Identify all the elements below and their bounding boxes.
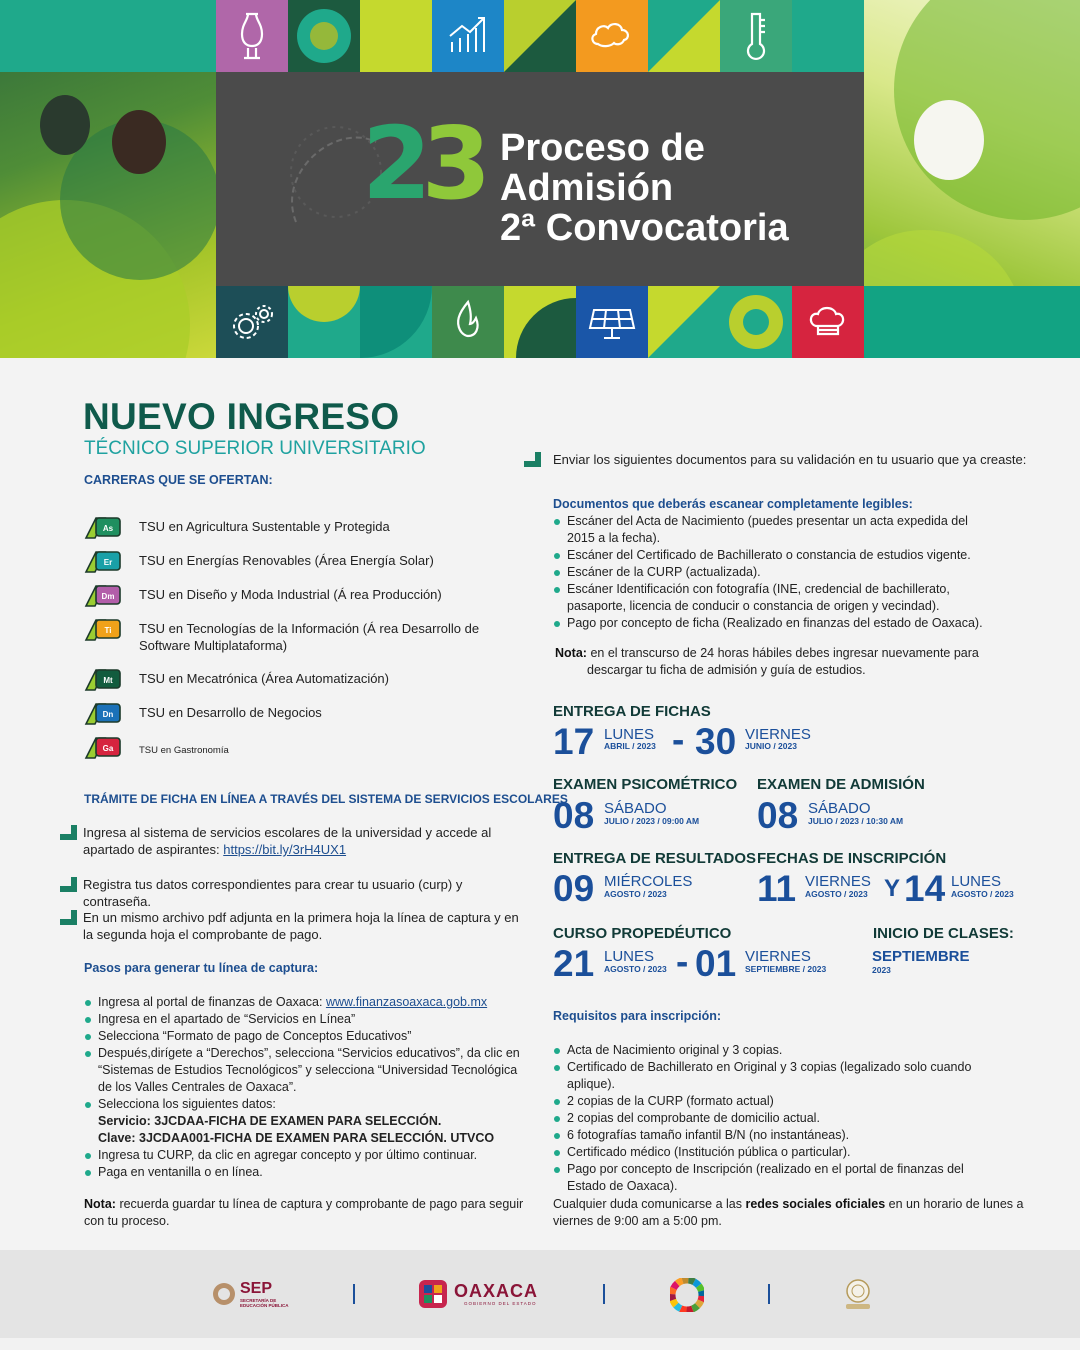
nuevo-ingreso-heading: NUEVO INGRESO bbox=[83, 396, 400, 437]
pasos-list bbox=[84, 994, 524, 1181]
chef-hat-icon bbox=[792, 286, 864, 358]
inscripcion-start-day: 11 bbox=[757, 868, 797, 909]
inscripcion-end-day: 14 bbox=[904, 868, 946, 909]
cloud-icon bbox=[576, 0, 648, 72]
gears-icon bbox=[216, 286, 288, 358]
career-name: TSU en Tecnologías de la Información (Á rea Desarrollo de Software Multiplataforma) bbox=[139, 621, 480, 653]
step-2-text: Registra tus datos correspondientes para crear tu usuario (curp) y contraseña. bbox=[83, 877, 463, 909]
list-item: 6 fotografías tamaño infantil B/N (no instantáneas). bbox=[553, 1127, 1003, 1144]
year-23: 23 bbox=[362, 105, 482, 222]
psico-label: EXAMEN PSICOMÉTRICO bbox=[553, 776, 738, 793]
inscripcion-label: FECHAS DE INSCRIPCIÓN bbox=[757, 850, 947, 867]
sep-logo: SEP SECRETARÍA DE EDUCACIÓN PÚBLICA bbox=[212, 1280, 322, 1310]
fichas-start-weekday: LUNES bbox=[604, 726, 655, 743]
admision-day: 08 bbox=[757, 795, 799, 836]
inicio-month: SEPTIEMBRE bbox=[872, 948, 970, 965]
curso-label: CURSO PROPEDÉUTICO bbox=[553, 925, 732, 942]
tsu-subheading: TÉCNICO SUPERIOR UNIVERSITARIO bbox=[84, 438, 426, 459]
contact-note: Cualquier duda comunicarse a las redes sociales oficiales en un horario de lunes a viernes de 9:00 am a 5:00 pm. bbox=[553, 1197, 1024, 1228]
utvco-seal bbox=[840, 1277, 876, 1313]
footer-divider bbox=[603, 1284, 605, 1304]
career-code: Ga bbox=[102, 744, 114, 753]
title-box bbox=[216, 72, 864, 286]
inscripcion-end-weekday: LUNES bbox=[951, 873, 1002, 890]
list-item: Pago por concepto de Inscripción (realizado en el portal de finanzas del Estado de Oaxaca). bbox=[553, 1161, 1003, 1195]
career-name: TSU en Energías Renovables (Área Energía Solar) bbox=[139, 553, 434, 568]
admision-weekday: SÁBADO bbox=[808, 800, 871, 817]
list-item: Paga en ventanilla o en línea. bbox=[84, 1164, 524, 1181]
page-title: Proceso de Admisión 2ª Convocatoria bbox=[500, 127, 789, 249]
university-seal-icon bbox=[840, 1277, 876, 1313]
career-badge-icon bbox=[83, 700, 123, 726]
career-code: As bbox=[102, 524, 114, 533]
list-item: Ingresa tu CURP, da clic en agregar concepto y por último continuar. bbox=[84, 1147, 524, 1164]
step-bullet-icon bbox=[524, 452, 541, 467]
inicio-label: INICIO DE CLASES: bbox=[873, 925, 1014, 942]
list-item: Certificado médico (Institución pública o particular). bbox=[553, 1144, 1003, 1161]
career-code: Dm bbox=[101, 592, 115, 601]
curso-start-weekday: LUNES bbox=[604, 948, 655, 965]
fichas-end-month: JUNIO / 2023 bbox=[745, 741, 797, 751]
resultados-month: AGOSTO / 2023 bbox=[604, 889, 667, 899]
resultados-day: 09 bbox=[553, 868, 595, 909]
psico-weekday: SÁBADO bbox=[604, 800, 667, 817]
admision-label: EXAMEN DE ADMISIÓN bbox=[757, 776, 925, 793]
career-name: TSU en Mecatrónica (Área Automatización) bbox=[139, 671, 389, 686]
list-item: Pago por concepto de ficha (Realizado en finanzas del estado de Oaxaca). bbox=[553, 615, 993, 632]
pasos-label: Pasos para generar tu línea de captura: bbox=[84, 961, 319, 975]
career-badge-icon bbox=[83, 582, 123, 608]
career-code: Ti bbox=[104, 626, 112, 635]
career-name: TSU en Diseño y Moda Industrial (Á rea Producción) bbox=[139, 587, 442, 602]
inscripcion-start-month: AGOSTO / 2023 bbox=[805, 889, 868, 899]
footer-logos bbox=[0, 1250, 1080, 1338]
career-badge-icon bbox=[83, 616, 123, 642]
servicio-code: Servicio: 3JCDAA-FICHA DE EXAMEN PARA SELECCIÓN. bbox=[98, 1114, 442, 1128]
thermometer-icon bbox=[720, 0, 792, 72]
list-item: Selecciona los siguientes datos: Servicio: 3JCDAA-FICHA DE EXAMEN PARA SELECCIÓN. Clave: 3JCDAA001-FICHA DE EXAMEN PARA SELECCIÓN. UTVCO bbox=[84, 1096, 524, 1147]
req-list bbox=[553, 1042, 1003, 1195]
career-code: Er bbox=[103, 558, 113, 567]
career-code: Mt bbox=[103, 676, 113, 685]
list-item: Ingresa en el apartado de “Servicios en Línea” bbox=[84, 1011, 524, 1028]
careers-label: CARRERAS QUE SE OFERTAN: bbox=[84, 473, 273, 487]
career-badge-icon bbox=[83, 548, 123, 574]
step-1-text: Ingresa al sistema de servicios escolares de la universidad y accede al apartado de aspirantes: bbox=[83, 825, 492, 857]
step-bullet-icon bbox=[60, 825, 77, 840]
left-note: Nota: recuerda guardar tu línea de captura y comprobante de pago para seguir con tu proceso. bbox=[84, 1197, 524, 1228]
fichas-start-month: ABRIL / 2023 bbox=[604, 741, 656, 751]
fichas-end-day: 30 bbox=[695, 721, 737, 762]
curso-end-month: SEPTIEMBRE / 2023 bbox=[745, 964, 827, 974]
psico-day: 08 bbox=[553, 795, 595, 836]
vase-icon bbox=[216, 0, 288, 72]
aspirantes-link[interactable]: https://bit.ly/3rH4UX1 bbox=[223, 842, 347, 857]
list-item: Acta de Nacimiento original y 3 copias. bbox=[553, 1042, 1003, 1059]
career-code: Dn bbox=[102, 710, 114, 719]
career-name: TSU en Agricultura Sustentable y Protegida bbox=[139, 519, 390, 534]
psico-detail: JULIO / 2023 / 09:00 AM bbox=[604, 816, 700, 826]
career-name: TSU en Gastronomía bbox=[139, 745, 229, 756]
fichas-label: ENTREGA DE FICHAS bbox=[553, 703, 711, 720]
curso-end-day: 01 bbox=[695, 943, 737, 984]
oaxaca-emblem-icon bbox=[418, 1279, 448, 1309]
step-bullet-icon bbox=[60, 877, 77, 892]
req-label: Requisitos para inscripción: bbox=[553, 1009, 722, 1023]
footer-divider bbox=[768, 1284, 770, 1304]
fichas-separator: - bbox=[672, 719, 685, 760]
inicio-year: 2023 bbox=[872, 965, 891, 975]
right-note: Nota: en el transcurso de 24 horas hábiles debes ingresar nuevamente para descargar tu ficha de admisión y guía de estudios. bbox=[555, 646, 979, 677]
admision-detail: JULIO / 2023 / 10:30 AM bbox=[808, 816, 904, 826]
list-item: 2 copias de la CURP (formato actual) bbox=[553, 1093, 1003, 1110]
list-item: Certificado de Bachillerato en Original y 3 copias (legalizado solo cuando aplique). bbox=[553, 1059, 1003, 1093]
list-item: 2 copias del comprobante de domicilio actual. bbox=[553, 1110, 1003, 1127]
career-badge-icon bbox=[83, 514, 123, 540]
oaxaca-logo: OAXACA GOBIERNO DEL ESTADO bbox=[418, 1278, 548, 1310]
curso-end-weekday: VIERNES bbox=[745, 948, 811, 965]
sdg-wheel-icon bbox=[670, 1278, 704, 1312]
list-item: Ingresa al portal de finanzas de Oaxaca: www.finanzasoaxaca.gob.mx bbox=[84, 994, 524, 1011]
resultados-weekday: MIÉRCOLES bbox=[604, 873, 693, 890]
resultados-label: ENTREGA DE RESULTADOS bbox=[553, 850, 757, 867]
curso-start-day: 21 bbox=[553, 943, 595, 984]
list-item: Selecciona “Formato de pago de Conceptos Educativos” bbox=[84, 1028, 524, 1045]
list-item: Escáner del Certificado de Bachillerato o constancia de estudios vigente. bbox=[553, 547, 993, 564]
footer-divider bbox=[353, 1284, 355, 1304]
clave-code: Clave: 3JCDAA001-FICHA DE EXAMEN PARA SELECCIÓN. UTVCO bbox=[98, 1131, 495, 1145]
content-area bbox=[0, 358, 1080, 1250]
leaf-flame-icon bbox=[432, 286, 504, 358]
step-bullet-icon bbox=[60, 910, 77, 925]
curso-start-month: AGOSTO / 2023 bbox=[604, 964, 667, 974]
inscripcion-start-weekday: VIERNES bbox=[805, 873, 871, 890]
finanzas-link[interactable]: www.finanzasoaxaca.gob.mx bbox=[325, 995, 488, 1009]
inscripcion-separator: Y bbox=[884, 875, 901, 902]
chef-photo bbox=[864, 0, 1080, 358]
fichas-start-day: 17 bbox=[553, 721, 595, 762]
students-photo bbox=[0, 0, 216, 358]
chart-growth-icon bbox=[432, 0, 504, 72]
list-item: Escáner Identificación con fotografía (INE, credencial de bachillerato, pasaporte, licencia de conducir o constancia de origen y vecindad). bbox=[553, 581, 993, 615]
list-item: Escáner del Acta de Nacimiento (puedes presentar un acta expedida del 2015 a la fecha). bbox=[553, 513, 993, 547]
career-badge-icon bbox=[83, 734, 123, 760]
list-item: Después,dirígete a “Derechos”, selecciona “Servicios educativos”, da clic en “Sistemas de Estudios Tecnológicos” y selecciona “Universidad Tecnológica de los Valles Centrales de Oaxaca”. bbox=[84, 1045, 524, 1096]
fichas-end-weekday: VIERNES bbox=[745, 726, 811, 743]
docs-list bbox=[553, 513, 993, 632]
solar-panel-icon bbox=[576, 286, 648, 358]
step-4-text: Enviar los siguientes documentos para su validación en tu usuario que ya creaste: bbox=[553, 452, 1027, 467]
inscripcion-end-month: AGOSTO / 2023 bbox=[951, 889, 1014, 899]
header-banner bbox=[0, 0, 1080, 358]
curso-separator: - bbox=[676, 941, 689, 982]
eagle-seal-icon bbox=[212, 1282, 236, 1306]
step-3-text: En un mismo archivo pdf adjunta en la primera hoja la línea de captura y en la segunda hoja el comprobante de pago. bbox=[83, 910, 519, 942]
career-name: TSU en Desarrollo de Negocios bbox=[139, 705, 322, 720]
list-item: Escáner de la CURP (actualizada). bbox=[553, 564, 993, 581]
docs-label: Documentos que deberás escanear completamente legibles: bbox=[553, 497, 913, 511]
tramite-label: TRÁMITE DE FICHA EN LÍNEA A TRAVÉS DEL SISTEMA DE SERVICIOS ESCOLARES bbox=[84, 792, 568, 806]
career-badge-icon bbox=[83, 666, 123, 692]
sdg-logo bbox=[670, 1278, 704, 1312]
